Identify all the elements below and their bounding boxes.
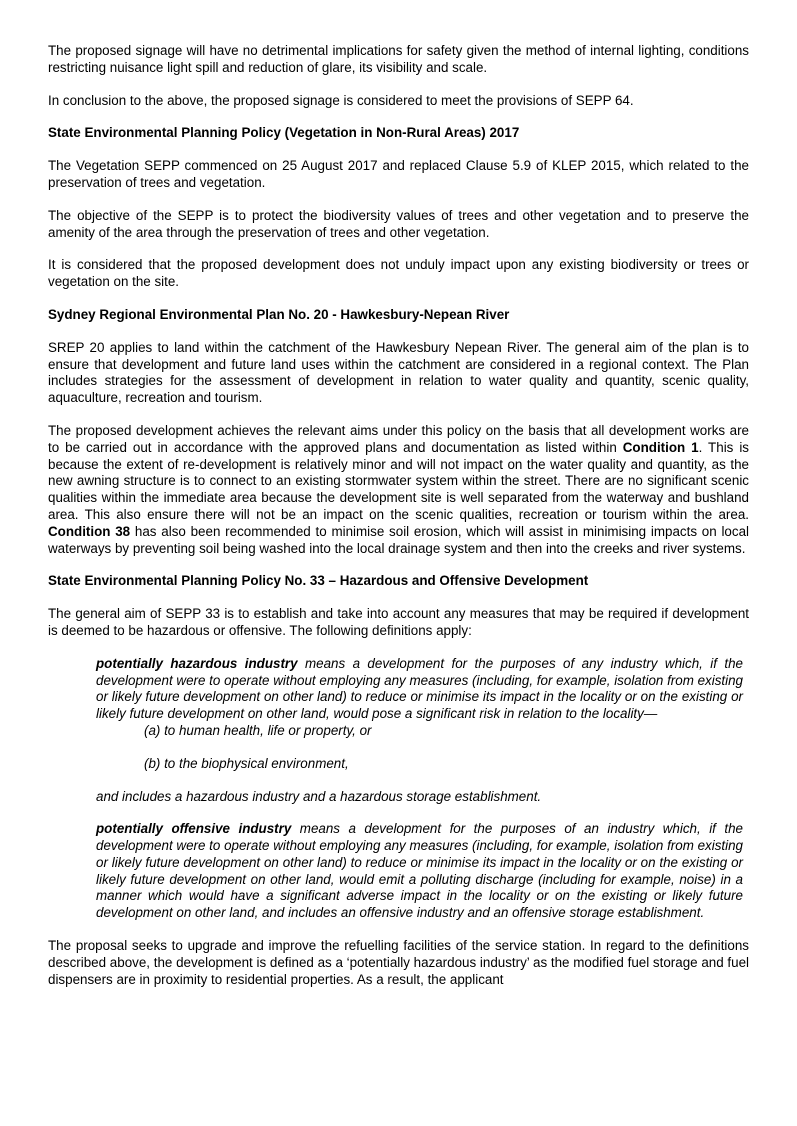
paragraph-vegetation-commenced: The Vegetation SEPP commenced on 25 August 2017 and replaced Clause 5.9 of KLEP 2015, which related to the preservation of trees and vegetation. [48,158,749,190]
definition-hazardous-end: and includes a hazardous industry and a hazardous storage establishment. [96,788,542,804]
heading-vegetation-sepp: State Environmental Planning Policy (Vegetation in Non-Rural Areas) 2017 [48,125,520,141]
srep20-text-a: The proposed development achieves the relevant aims under this policy on the basis that all development works are to be carried out in accordance with the approved plans and documentation as listed within [48,422,749,455]
definition-hazardous-item-a: (a) to human health, life or property, or [144,722,372,738]
paragraph-sepp33-aim: The general aim of SEPP 33 is to establish and take into account any measures that may be required if development is deemed to be hazardous or offensive. The following definitions apply: [48,606,749,638]
paragraph-proposal-upgrade: The proposal seeks to upgrade and improve the refuelling facilities of the service station. In regard to the definitions described above, the development is defined as a ‘potentially hazardous industry’ as the modified fuel storage and fuel dispensers are in proximity to residential properties. As a result, the applicant [48,938,749,987]
definition-hazardous [96,656,743,806]
term-potentially-hazardous: potentially hazardous industry [96,655,298,671]
heading-srep20: Sydney Regional Environmental Plan No. 20 - Hawkesbury-Nepean River [48,306,510,322]
definition-offensive [96,821,743,922]
paragraph-vegetation-impact: It is considered that the proposed development does not unduly impact upon any existing biodiversity or trees or vegetation on the site. [48,257,749,290]
condition-38-ref: Condition 38 [48,523,131,539]
condition-1-ref: Condition 1 [622,439,699,455]
paragraph-srep20-aims [48,423,749,557]
paragraph-sepp64-conclusion: In conclusion to the above, the proposed signage is considered to meet the provisions of SEPP 64. [48,92,634,108]
paragraph-signage-safety: The proposed signage will have no detrimental implications for safety given the method of internal lighting, conditions restricting nuisance light spill and reduction of glare, its visibility and scale. [48,43,749,75]
definition-hazardous-text: means a development for the purposes of any industry which, if the development were to operate without employing any measures (including, for example, isolation from existing or likely future development on other land) to reduce or minimise its impact in the locality or on the existing or likely future development on other land, would pose a significant risk in relation to the locality— [96,655,743,722]
definition-offensive-text: means a development for the purposes of an industry which, if the development were to operate without employing any measures (including, for example, isolation from existing or likely future development on other land) to reduce or minimise its impact in the locality or on the existing or likely future development on other land, would emit a polluting discharge (including for example, noise) in a manner which would have a significant adverse impact in the locality or on the existing or likely future development on other land, and includes an offensive industry and an offensive storage establishment. [96,821,743,921]
paragraph-vegetation-objective: The objective of the SEPP is to protect the biodiversity values of trees and other vegetation and to preserve the amenity of the area through the preservation of trees and other vegetation. [48,207,749,240]
srep20-text-b: . This is because the extent of re-development is relatively minor and will not impact on the water quality and quantity, as the new awning structure is to connect to an existing stormwater system within the street. There are no significant scenic qualities within the immediate area because the development site is well separated from the waterway and bushland area. This also ensure there will not be an impact on the scenic qualities, recreation or tourism within the area. [48,439,749,522]
term-potentially-offensive: potentially offensive industry [96,821,292,837]
paragraph-srep20-applies: SREP 20 applies to land within the catchment of the Hawkesbury Nepean River. The general aim of the plan is to ensure that development and future land uses within the catchment are considered in a regional context. The Plan includes strategies for the assessment of development in relation to water quality and quantity, scenic quality, aquaculture, recreation and tourism. [48,339,749,406]
heading-sepp33: State Environmental Planning Policy No. 33 – Hazardous and Offensive Development [48,573,589,589]
definition-hazardous-item-b: (b) to the biophysical environment, [144,755,349,771]
srep20-text-c: has also been recommended to minimise soil erosion, which will assist in minimising impacts on local waterways by preventing soil being washed into the local drainage system and then into the creeks and river systems. [48,523,749,556]
